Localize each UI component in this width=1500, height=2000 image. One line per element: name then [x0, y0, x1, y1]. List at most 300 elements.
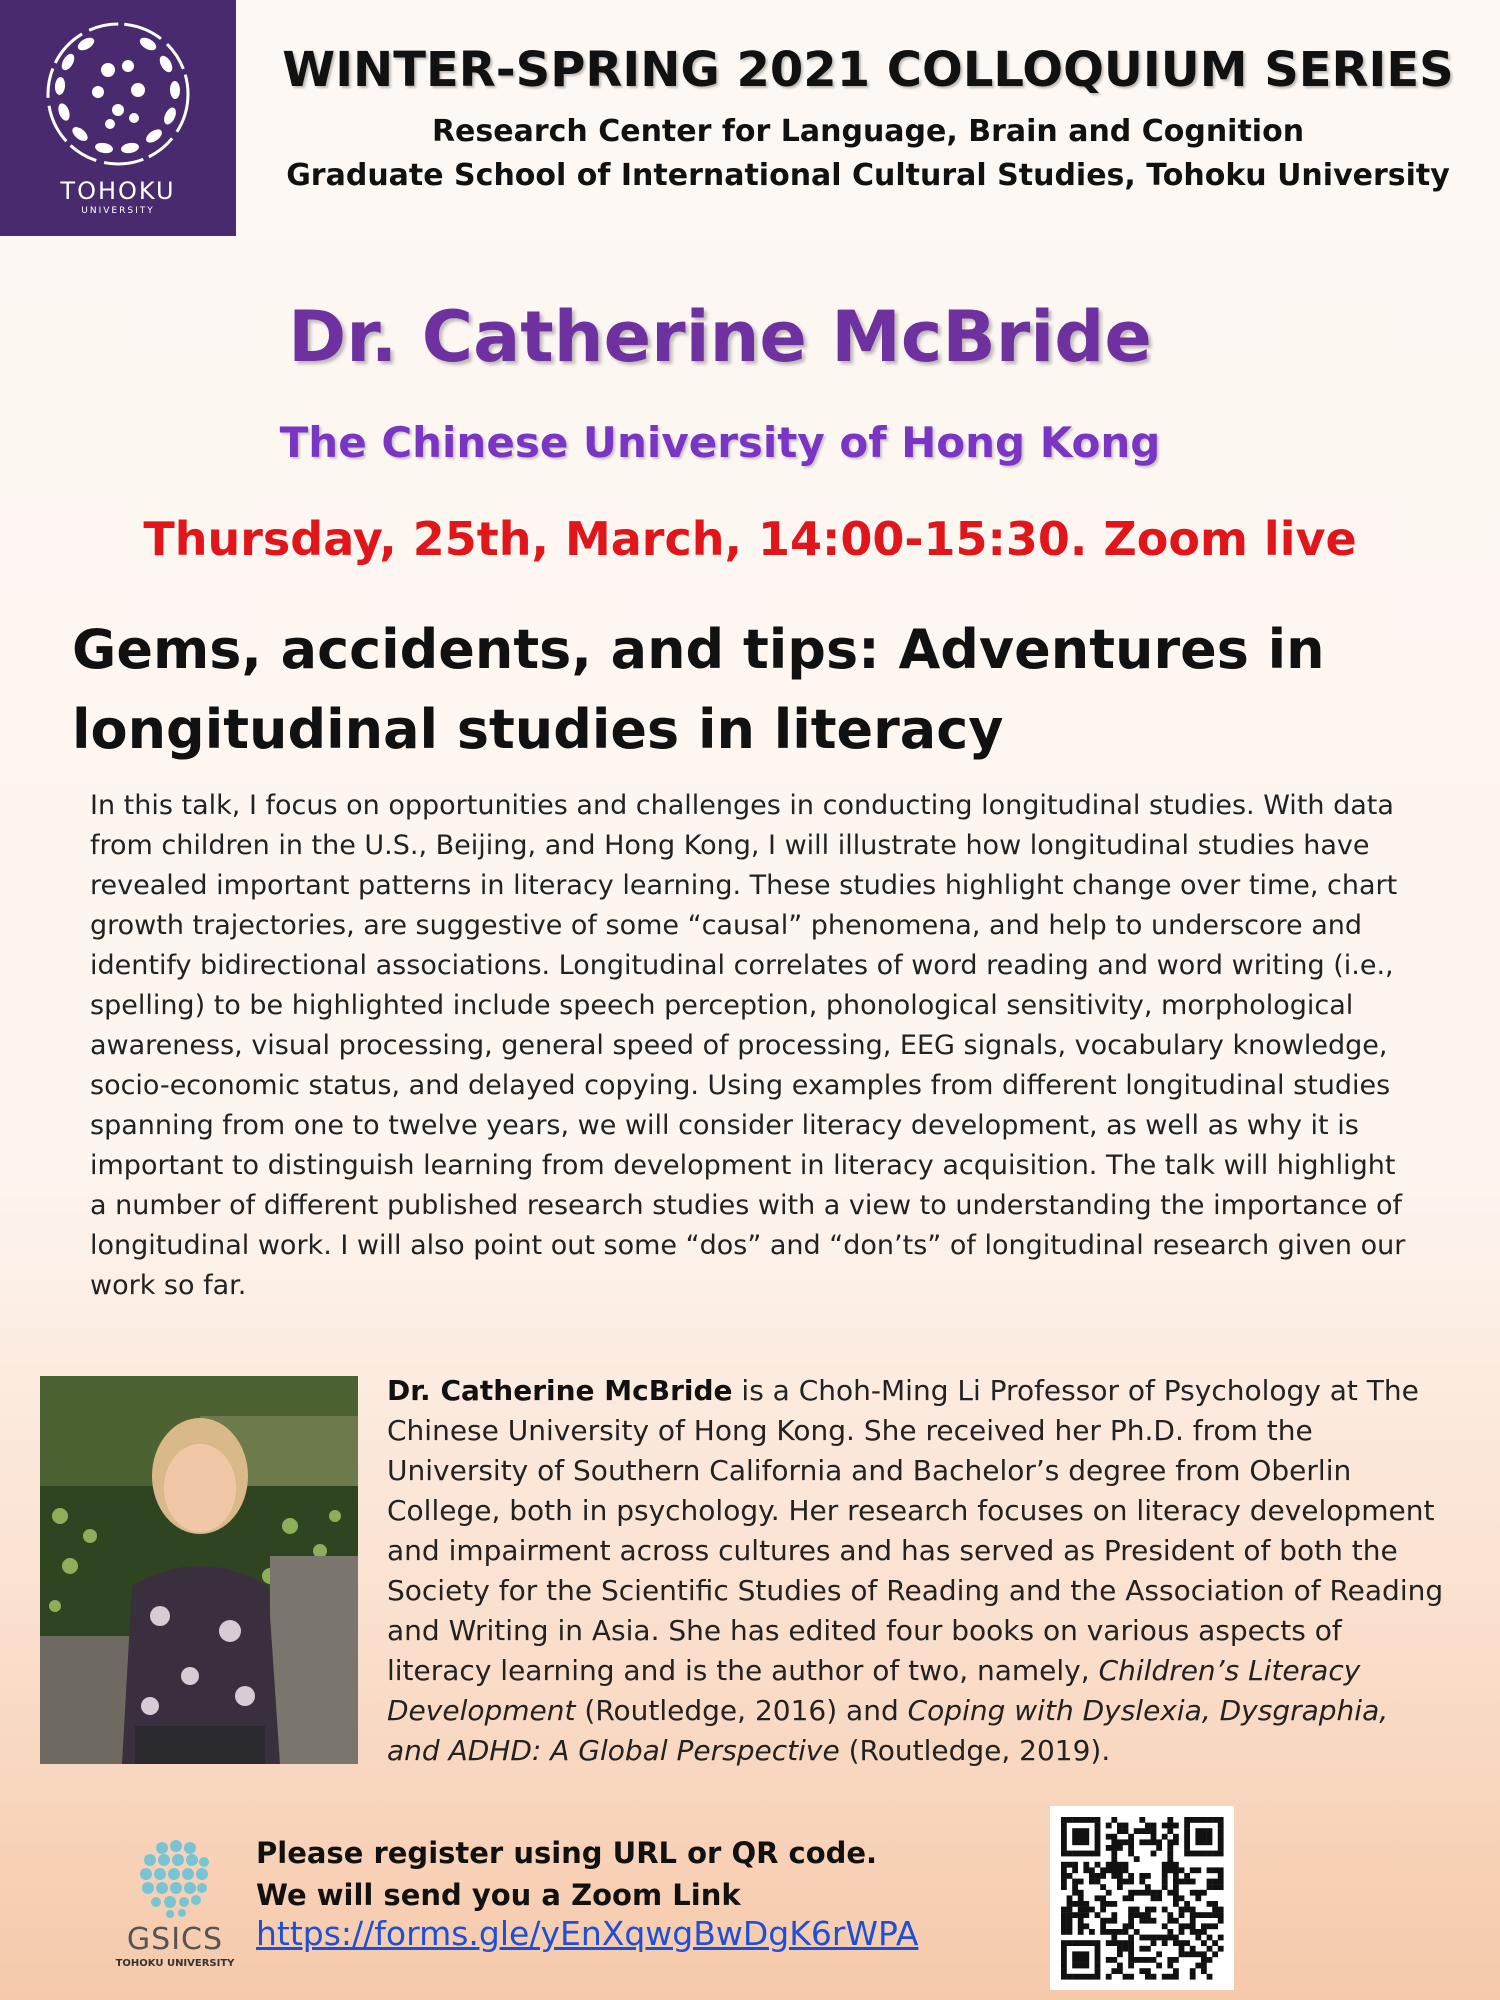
qr-module — [1134, 1907, 1140, 1913]
qr-module — [1162, 1873, 1168, 1879]
qr-module — [1173, 1884, 1179, 1890]
qr-module — [1184, 1923, 1190, 1929]
qr-module — [1212, 1884, 1218, 1890]
qr-module — [1145, 1968, 1151, 1974]
qr-module — [1078, 1951, 1084, 1957]
qr-module — [1218, 1918, 1224, 1924]
qr-module — [1195, 1834, 1201, 1840]
qr-module — [1117, 1879, 1123, 1885]
qr-module — [1083, 1867, 1089, 1873]
qr-module — [1083, 1974, 1089, 1980]
qr-module — [1195, 1828, 1201, 1834]
qr-module — [1201, 1968, 1207, 1974]
qr-module — [1072, 1957, 1078, 1963]
qr-module — [1083, 1839, 1089, 1845]
qr-module — [1162, 1879, 1168, 1885]
qr-module — [1195, 1951, 1201, 1957]
qr-module — [1173, 1974, 1179, 1980]
qr-module — [1061, 1873, 1067, 1879]
qr-module — [1106, 1862, 1112, 1868]
qr-module — [1128, 1940, 1134, 1946]
qr-module — [1201, 1912, 1207, 1918]
qr-module — [1139, 1946, 1145, 1952]
qr-module — [1167, 1929, 1173, 1935]
qr-module — [1067, 1895, 1073, 1901]
qr-module — [1095, 1823, 1101, 1829]
qr-module — [1061, 1834, 1067, 1840]
qr-module — [1072, 1828, 1078, 1834]
bio-book-1: Children’s Literacy Development — [387, 1654, 1361, 1727]
qr-module — [1089, 1873, 1095, 1879]
qr-module — [1173, 1957, 1179, 1963]
qr-module — [1151, 1839, 1157, 1845]
qr-module — [1083, 1817, 1089, 1823]
qr-module — [1218, 1834, 1224, 1840]
qr-module — [1190, 1968, 1196, 1974]
qr-module — [1134, 1890, 1140, 1896]
qr-module — [1195, 1890, 1201, 1896]
qr-module — [1179, 1879, 1185, 1885]
qr-module — [1100, 1895, 1106, 1901]
qr-module — [1201, 1963, 1207, 1969]
tohoku-crest-icon — [38, 14, 198, 174]
qr-module — [1128, 1907, 1134, 1913]
qr-module — [1095, 1851, 1101, 1857]
organizer-line-1: Research Center for Language, Brain and Cognition — [431, 114, 1305, 149]
qr-module — [1167, 1912, 1173, 1918]
qr-module — [1083, 1907, 1089, 1913]
qr-module — [1167, 1957, 1173, 1963]
qr-module — [1151, 1895, 1157, 1901]
qr-module — [1078, 1901, 1084, 1907]
qr-module — [1207, 1957, 1213, 1963]
qr-module — [1117, 1873, 1123, 1879]
qr-module — [1072, 1851, 1078, 1857]
qr-module — [1128, 1879, 1134, 1885]
qr-module — [1156, 1845, 1162, 1851]
bio-text-3: (Routledge, 2019). — [839, 1734, 1111, 1767]
qr-module — [1078, 1929, 1084, 1935]
qr-module — [1072, 1867, 1078, 1873]
qr-module — [1061, 1817, 1067, 1823]
qr-module — [1139, 1918, 1145, 1924]
qr-module — [1139, 1879, 1145, 1885]
qr-module — [1123, 1923, 1129, 1929]
qr-module — [1128, 1890, 1134, 1896]
qr-module — [1095, 1879, 1101, 1885]
qr-module — [1184, 1839, 1190, 1845]
qr-module — [1072, 1912, 1078, 1918]
qr-module — [1151, 1834, 1157, 1840]
qr-module — [1078, 1834, 1084, 1840]
qr-module — [1184, 1901, 1190, 1907]
qr-module — [1145, 1884, 1151, 1890]
qr-module — [1078, 1957, 1084, 1963]
qr-module — [1184, 1879, 1190, 1885]
qr-module — [1117, 1929, 1123, 1935]
qr-module — [1111, 1851, 1117, 1857]
qr-module — [1095, 1946, 1101, 1952]
qr-module — [1072, 1879, 1078, 1885]
qr-module — [1179, 1912, 1185, 1918]
organizer-line-2: Graduate School of International Cultural Studies, Tohoku University — [286, 158, 1450, 193]
qr-module — [1212, 1907, 1218, 1913]
qr-module — [1117, 1862, 1123, 1868]
qr-module — [1106, 1901, 1112, 1907]
qr-module — [1089, 1974, 1095, 1980]
qr-module — [1184, 1851, 1190, 1857]
qr-module — [1117, 1946, 1123, 1952]
registration-qr-code[interactable] — [1050, 1806, 1234, 1990]
qr-module — [1173, 1823, 1179, 1829]
speaker-affiliation: The Chinese University of Hong Kong — [279, 418, 1161, 467]
qr-module — [1134, 1929, 1140, 1935]
qr-module — [1117, 1867, 1123, 1873]
qr-module — [1145, 1828, 1151, 1834]
qr-module — [1061, 1862, 1067, 1868]
qr-module — [1078, 1851, 1084, 1857]
qr-module — [1100, 1901, 1106, 1907]
qr-module — [1173, 1901, 1179, 1907]
qr-module — [1078, 1923, 1084, 1929]
qr-module — [1083, 1912, 1089, 1918]
qr-module — [1179, 1946, 1185, 1952]
qr-module — [1207, 1946, 1213, 1952]
qr-module — [1095, 1951, 1101, 1957]
qr-module — [1089, 1879, 1095, 1885]
qr-module — [1201, 1851, 1207, 1857]
tohoku-university-logo — [0, 0, 236, 236]
qr-module — [1061, 1839, 1067, 1845]
qr-module — [1184, 1940, 1190, 1946]
qr-module — [1128, 1963, 1134, 1969]
qr-module — [1117, 1828, 1123, 1834]
qr-module — [1061, 1963, 1067, 1969]
qr-module — [1061, 1823, 1067, 1829]
qr-module — [1145, 1946, 1151, 1952]
qr-module — [1156, 1963, 1162, 1969]
qr-module — [1117, 1839, 1123, 1845]
qr-module — [1179, 1867, 1185, 1873]
qr-module — [1078, 1912, 1084, 1918]
qr-module — [1145, 1918, 1151, 1924]
qr-module — [1156, 1839, 1162, 1845]
qr-module — [1083, 1923, 1089, 1929]
qr-module — [1061, 1907, 1067, 1913]
qr-module — [1100, 1884, 1106, 1890]
qr-module — [1207, 1935, 1213, 1941]
qr-module — [1117, 1884, 1123, 1890]
qr-module — [1201, 1828, 1207, 1834]
qr-module — [1078, 1940, 1084, 1946]
qr-module — [1162, 1823, 1168, 1829]
qr-module — [1061, 1968, 1067, 1974]
qr-module — [1162, 1834, 1168, 1840]
qr-module — [1190, 1929, 1196, 1935]
qr-module — [1151, 1828, 1157, 1834]
speaker-bio — [387, 1371, 1447, 1771]
qr-module — [1151, 1935, 1157, 1941]
qr-module — [1151, 1940, 1157, 1946]
qr-module — [1111, 1845, 1117, 1851]
qr-module — [1190, 1890, 1196, 1896]
qr-module — [1201, 1923, 1207, 1929]
qr-module — [1083, 1851, 1089, 1857]
qr-module — [1123, 1862, 1129, 1868]
qr-module — [1167, 1963, 1173, 1969]
qr-module — [1061, 1912, 1067, 1918]
qr-module — [1207, 1912, 1213, 1918]
qr-module — [1123, 1929, 1129, 1935]
qr-module — [1072, 1884, 1078, 1890]
qr-module — [1083, 1963, 1089, 1969]
qr-module — [1167, 1817, 1173, 1823]
qr-module — [1061, 1923, 1067, 1929]
qr-module — [1117, 1968, 1123, 1974]
qr-module — [1195, 1851, 1201, 1857]
qr-module — [1067, 1918, 1073, 1924]
qr-module — [1095, 1940, 1101, 1946]
bio-text-1: is a Choh-Ming Li Professor of Psychology at The Chinese University of Hong Kong. She received her Ph.D. from the University of Southern California and Bachelor’s degree from Oberlin College, both in psychology. Her research focuses on literacy development and impairment across cultures and has served as President of both the Society for the Scientific Studies of Reading and the Association of Reading and Writing in Asia. She has edited four books on various aspects of literacy learning and is the author of two, namely, — [387, 1374, 1444, 1687]
qr-module — [1207, 1828, 1213, 1834]
qr-module — [1218, 1946, 1224, 1952]
qr-module — [1078, 1890, 1084, 1896]
qr-module — [1067, 1974, 1073, 1980]
qr-module — [1212, 1912, 1218, 1918]
qr-module — [1061, 1845, 1067, 1851]
qr-module — [1212, 1817, 1218, 1823]
qr-module — [1089, 1929, 1095, 1935]
qr-module — [1218, 1839, 1224, 1845]
qr-module — [1123, 1839, 1129, 1845]
qr-module — [1128, 1912, 1134, 1918]
qr-module — [1179, 1929, 1185, 1935]
qr-module — [1100, 1873, 1106, 1879]
qr-module — [1117, 1940, 1123, 1946]
qr-module — [1167, 1918, 1173, 1924]
qr-module — [1095, 1862, 1101, 1868]
qr-module — [1195, 1929, 1201, 1935]
qr-module — [1167, 1935, 1173, 1941]
qr-module — [1061, 1957, 1067, 1963]
qr-module — [1218, 1935, 1224, 1941]
qr-module — [1095, 1912, 1101, 1918]
qr-module — [1067, 1873, 1073, 1879]
qr-module — [1179, 1951, 1185, 1957]
qr-module — [1207, 1974, 1213, 1980]
qr-module — [1207, 1879, 1213, 1885]
qr-module — [1095, 1828, 1101, 1834]
qr-module — [1067, 1912, 1073, 1918]
qr-module — [1173, 1867, 1179, 1873]
qr-module — [1111, 1968, 1117, 1974]
qr-module — [1167, 1828, 1173, 1834]
qr-module — [1089, 1940, 1095, 1946]
qr-module — [1095, 1834, 1101, 1840]
qr-module — [1195, 1963, 1201, 1969]
qr-module — [1072, 1951, 1078, 1957]
bio-book-2: Coping with Dyslexia, Dysgraphia, and ADHD: A Global Perspective — [387, 1694, 1389, 1767]
qr-module — [1078, 1963, 1084, 1969]
qr-module — [1117, 1963, 1123, 1969]
qr-module — [1106, 1929, 1112, 1935]
qr-module — [1111, 1862, 1117, 1868]
qr-module — [1067, 1901, 1073, 1907]
qr-module — [1095, 1873, 1101, 1879]
qr-module — [1106, 1823, 1112, 1829]
qr-module — [1128, 1851, 1134, 1857]
qr-module — [1167, 1867, 1173, 1873]
qr-module — [1190, 1907, 1196, 1913]
qr-module — [1139, 1873, 1145, 1879]
qr-module — [1111, 1918, 1117, 1924]
qr-module — [1162, 1867, 1168, 1873]
qr-module — [1184, 1834, 1190, 1840]
qr-module — [1095, 1968, 1101, 1974]
speaker-name: Dr. Catherine McBride — [288, 296, 1152, 378]
qr-module — [1095, 1845, 1101, 1851]
qr-module — [1184, 1951, 1190, 1957]
qr-module — [1190, 1923, 1196, 1929]
qr-module — [1212, 1867, 1218, 1873]
qr-module — [1083, 1957, 1089, 1963]
qr-module — [1173, 1940, 1179, 1946]
qr-module — [1083, 1828, 1089, 1834]
qr-module — [1089, 1867, 1095, 1873]
qr-module — [1218, 1828, 1224, 1834]
qr-module — [1078, 1817, 1084, 1823]
qr-module — [1111, 1912, 1117, 1918]
qr-module — [1179, 1940, 1185, 1946]
qr-module — [1128, 1918, 1134, 1924]
qr-module — [1095, 1895, 1101, 1901]
qr-module — [1207, 1834, 1213, 1840]
qr-module — [1061, 1946, 1067, 1952]
qr-module — [1128, 1839, 1134, 1845]
qr-module — [1212, 1951, 1218, 1957]
qr-module — [1072, 1862, 1078, 1868]
qr-module — [1072, 1834, 1078, 1840]
qr-module — [1128, 1873, 1134, 1879]
qr-module — [1145, 1974, 1151, 1980]
event-schedule: Thursday, 25th, March, 14:00-15:30. Zoom live — [143, 512, 1357, 566]
qr-module — [1078, 1879, 1084, 1885]
qr-module — [1190, 1817, 1196, 1823]
qr-module — [1072, 1963, 1078, 1969]
qr-module — [1072, 1940, 1078, 1946]
qr-module — [1100, 1929, 1106, 1935]
qr-module — [1134, 1856, 1140, 1862]
qr-module — [1089, 1817, 1095, 1823]
qr-module — [1162, 1884, 1168, 1890]
qr-module — [1201, 1817, 1207, 1823]
qr-module — [1145, 1873, 1151, 1879]
qr-module — [1195, 1867, 1201, 1873]
qr-module — [1111, 1935, 1117, 1941]
qr-module — [1134, 1957, 1140, 1963]
qr-module — [1218, 1823, 1224, 1829]
qr-module — [1072, 1974, 1078, 1980]
qr-module — [1212, 1923, 1218, 1929]
qr-module — [1190, 1879, 1196, 1885]
qr-module — [1218, 1907, 1224, 1913]
qr-module — [1167, 1862, 1173, 1868]
qr-module — [1173, 1834, 1179, 1840]
qr-module — [1190, 1951, 1196, 1957]
qr-module — [1128, 1845, 1134, 1851]
qr-module — [1128, 1957, 1134, 1963]
registration-link[interactable]: https://forms.gle/yEnXqwgBwDgK6rWPA — [256, 1914, 919, 1953]
qr-module — [1195, 1912, 1201, 1918]
qr-module — [1123, 1879, 1129, 1885]
qr-module — [1095, 1817, 1101, 1823]
qr-module — [1061, 1951, 1067, 1957]
qr-module — [1095, 1839, 1101, 1845]
qr-module — [1151, 1823, 1157, 1829]
qr-module — [1067, 1940, 1073, 1946]
qr-module — [1212, 1851, 1218, 1857]
gsics-wordmark: GSICS — [126, 1922, 224, 1957]
qr-module — [1061, 1929, 1067, 1935]
qr-module — [1190, 1918, 1196, 1924]
qr-module — [1212, 1940, 1218, 1946]
qr-module — [1167, 1851, 1173, 1857]
qr-module — [1139, 1828, 1145, 1834]
qr-module — [1095, 1974, 1101, 1980]
qr-module — [1117, 1823, 1123, 1829]
qr-module — [1123, 1895, 1129, 1901]
qr-module — [1078, 1839, 1084, 1845]
qr-module — [1072, 1901, 1078, 1907]
qr-module — [1151, 1974, 1157, 1980]
qr-module — [1134, 1828, 1140, 1834]
qr-module — [1128, 1834, 1134, 1840]
qr-module — [1162, 1974, 1168, 1980]
qr-module — [1195, 1895, 1201, 1901]
qr-module — [1089, 1851, 1095, 1857]
qr-module — [1083, 1834, 1089, 1840]
qr-module — [1184, 1817, 1190, 1823]
qr-module — [1106, 1845, 1112, 1851]
qr-module — [1078, 1918, 1084, 1924]
qr-module — [1111, 1901, 1117, 1907]
qr-module — [1078, 1895, 1084, 1901]
qr-module — [1184, 1823, 1190, 1829]
qr-module — [1201, 1940, 1207, 1946]
qr-module — [1167, 1856, 1173, 1862]
qr-module — [1151, 1851, 1157, 1857]
qr-module — [1145, 1912, 1151, 1918]
qr-module — [1117, 1845, 1123, 1851]
qr-module — [1095, 1957, 1101, 1963]
qr-module — [1123, 1946, 1129, 1952]
qr-module — [1195, 1935, 1201, 1941]
qr-module — [1139, 1912, 1145, 1918]
qr-module — [1173, 1862, 1179, 1868]
qr-module — [1162, 1862, 1168, 1868]
speaker-photo — [40, 1376, 358, 1764]
qr-module — [1083, 1951, 1089, 1957]
qr-module — [1218, 1817, 1224, 1823]
qr-module — [1173, 1873, 1179, 1879]
qr-module — [1151, 1907, 1157, 1913]
qr-module — [1218, 1851, 1224, 1857]
qr-module — [1128, 1974, 1134, 1980]
qr-module — [1067, 1923, 1073, 1929]
qr-module — [1167, 1839, 1173, 1845]
qr-module — [1061, 1879, 1067, 1885]
qr-module — [1111, 1929, 1117, 1935]
